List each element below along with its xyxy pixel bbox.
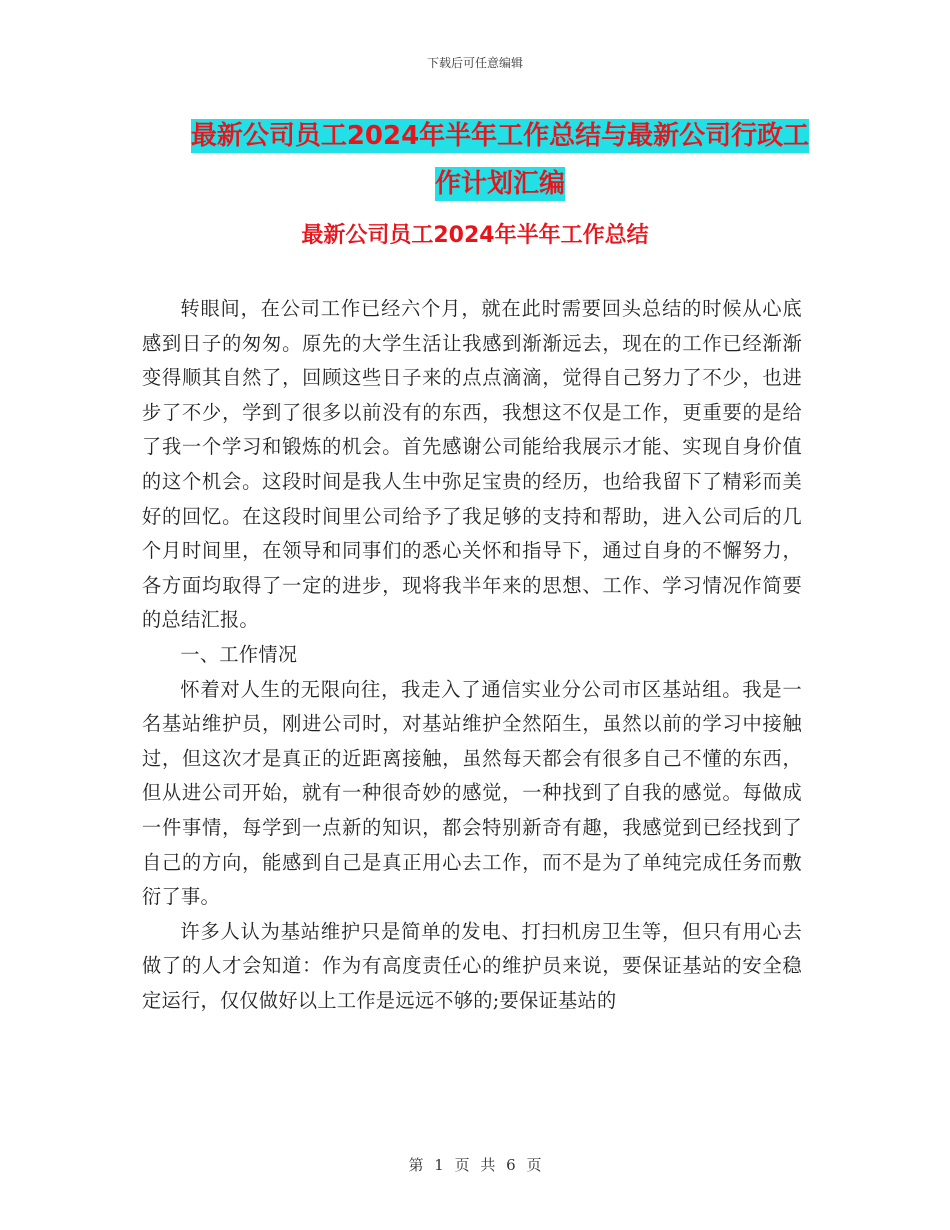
subheading-work-situation: 一、工作情况 bbox=[180, 642, 298, 666]
document-title bbox=[140, 112, 860, 208]
paragraph-intro: 转眼间，在公司工作已经六个月，就在此时需要回头总结的时候从心底感到日子的匆匆。原先的大学生活让我感到渐渐远去，现在的工作已经渐渐变得顺其自然了，回顾这些日子来的点点滴滴，觉得自己努力了不少，也进步了不少，学到了很多以前没有的东西，我想这不仅是工作，更重要的是给了我一个学习和锻炼的机会。首先感谢公司能给我展示才能、实现自身价值的这个机会。这段时间是我人生中弥足宝贵的经历，也给我留下了精彩而美好的回忆。在这段时间里公司给予了我足够的支持和帮助，进入公司后的几个月时间里，在领导和同事们的悉心关怀和指导下，通过自身的不懈努力，各方面均取得了一定的进步，现将我半年来的思想、工作、学习情况作简要的总结汇报。 bbox=[142, 297, 802, 632]
paragraph-work-2: 许多人认为基站维护只是简单的发电、打扫机房卫生等，但只有用心去做了的人才会知道：作为有高度责任心的维护员来说，要保证基站的安全稳定运行，仅仅做好以上工作是远远不够的;要保证基站的 bbox=[142, 919, 802, 1012]
page-number-footer: 第 1 页 共 6 页 bbox=[408, 1156, 542, 1174]
document-title-line-1: 最新公司员工2024年半年工作总结与最新公司行政工 bbox=[190, 121, 810, 151]
header-note: 下载后可任意编辑 bbox=[426, 56, 523, 70]
paragraph-work-1: 怀着对人生的无限向往，我走入了通信实业分公司市区基站组。我是一名基站维护员，刚进公司时，对基站维护全然陌生，虽然以前的学习中接触过，但这次才是真正的近距离接触，虽然每天都会有很多自己不懂的东西，但从进公司开始，就有一种很奇妙的感觉，一种找到了自我的感觉。每做成一件事情，每学到一点新的知识，都会特别新奇有趣，我感觉到已经找到了自己的方向，能感到自己是真正用心去工作，而不是为了单纯完成任务而敷衍了事。 bbox=[142, 677, 802, 909]
section-title: 最新公司员工2024年半年工作总结 bbox=[301, 223, 649, 248]
body-text bbox=[142, 292, 802, 1018]
document-title-line-2: 作计划汇编 bbox=[434, 169, 565, 199]
